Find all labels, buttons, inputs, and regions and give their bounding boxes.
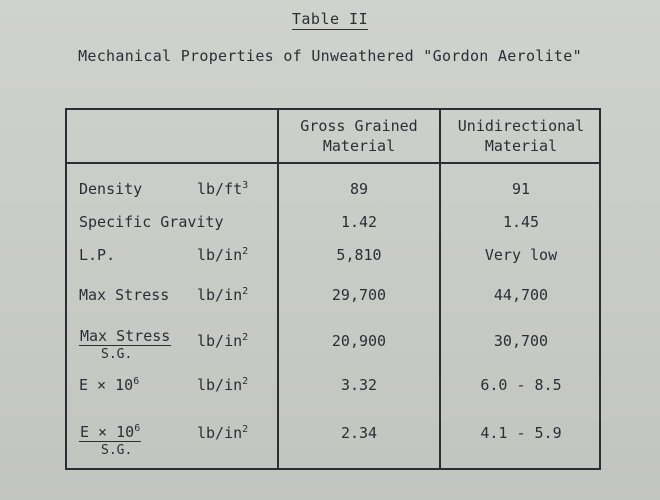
row-unit: $lb/in^2$ [197,286,249,304]
value-gross: 5,810 [336,246,382,264]
value-unidirectional: 1.45 [502,213,540,231]
header-divider [67,162,599,164]
value-gross: 1.42 [340,213,378,231]
row-unit: $lb/in^2$ [197,376,249,394]
table-row [67,180,599,210]
fraction-denominator: S.G. [101,347,133,362]
row-unit: $lb/in^2$ [197,424,249,442]
value-unidirectional: 44,700 [493,286,549,304]
fraction-numerator: Max Stress [80,327,171,345]
table-title: Table II [291,10,369,28]
fraction-denominator: S.G. [101,443,133,458]
row-label: $E \times 10^6$ [79,376,140,394]
table-row [67,246,599,276]
row-unit: $lb/in^2$ [197,332,249,350]
properties-table [65,108,601,470]
value-unidirectional: 30,700 [493,332,549,350]
header-gross-grained: Gross Grained Material [300,117,418,155]
value-gross: 29,700 [331,286,387,304]
value-gross: 20,900 [331,332,387,350]
row-label: Specific Gravity [79,213,224,231]
value-gross: 89 [349,180,369,198]
value-unidirectional: Very low [484,246,558,264]
row-label-fraction [79,420,141,459]
table-row [67,286,599,316]
row-label: L.P. [79,246,116,264]
table-subtitle: Mechanical Properties of Unweathered "Gordon Aerolite" [78,47,582,65]
row-unit: $lb/ft^3$ [197,180,249,198]
header-unidirectional: Unidirectional Material [457,117,585,155]
row-label: Max Stress [79,286,170,304]
row-unit: $lb/in^2$ [197,246,249,264]
table-row [67,327,599,362]
table-row [67,423,599,458]
value-unidirectional: 91 [511,180,531,198]
value-gross: 2.34 [340,424,378,442]
fraction-numerator: $E \times 10^6$ [79,420,141,442]
value-gross: 3.32 [340,376,378,394]
table-row [67,376,599,406]
value-unidirectional: 6.0 - 8.5 [480,376,562,394]
table-row [67,213,599,243]
value-unidirectional: 4.1 - 5.9 [480,424,562,442]
row-label: Density [79,180,143,198]
row-label-fraction [79,328,171,363]
